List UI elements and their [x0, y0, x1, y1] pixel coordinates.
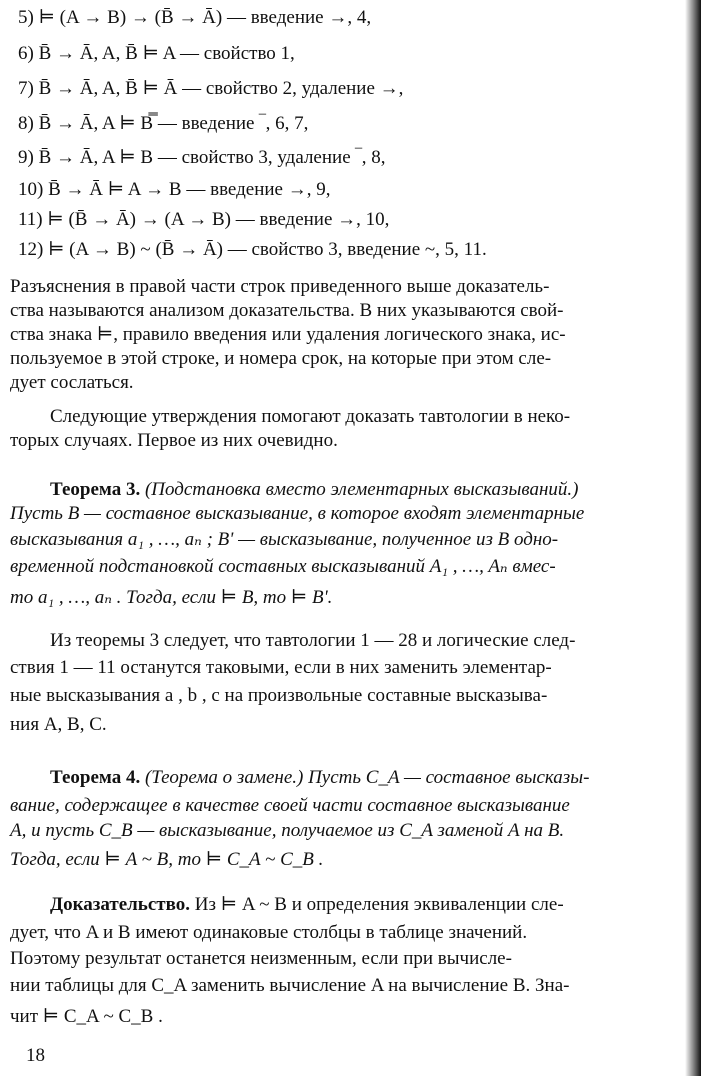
theorem-4-label: Теорема 4.	[50, 767, 141, 788]
proof-line-4: нии таблицы для C_A заменить вычисление A на вычисление B. Зна-	[10, 975, 570, 996]
proof-step-5: 5) ⊨ (A → B) → (B̄ → Ā) — введение →, 4,	[18, 7, 372, 28]
paragraph-2-line-1: Следующие утверждения помогают доказать тавтологии в неко-	[50, 406, 571, 427]
theorem-3-line-2: Пусть B — составное высказывание, в которое входят элементарные	[10, 503, 585, 524]
proof-step-11: 11) ⊨ (B̄ → Ā) → (A → B) — введение →, 10,	[18, 209, 390, 230]
theorem-3-label: Теорема 3.	[50, 479, 141, 500]
paragraph-1-line-1: Разъяснения в правой части строк приведенного выше доказатель-	[10, 276, 550, 297]
theorem-4-line-4: Тогда, если ⊨ A ~ B, то ⊨ C_A ~ C_B .	[10, 849, 324, 870]
proof-step-10: 10) B̄ → Ā ⊨ A → B — введение →, 9,	[18, 179, 331, 200]
proof-step-8: 8) B̄ → Ā, A ⊨ B̿ — введение ‾, 6, 7,	[18, 113, 309, 134]
proof-step-6: 6) B̄ → Ā, A, B̄ ⊨ A — свойство 1,	[18, 43, 295, 64]
theorem-3-line-4: временной подстановкой составных высказываний A₁ , …, Aₙ вмес-	[10, 556, 556, 577]
paragraph-3-line-1: Из теоремы 3 следует, что тавтологии 1 — 28 и логические след-	[50, 630, 576, 651]
proof-line-3: Поэтому результат останется неизменным, если при вычисле-	[10, 948, 512, 969]
paragraph-1-line-3: ства знака ⊨, правило введения или удаления логического знака, ис-	[10, 324, 566, 345]
theorem-4-title: (Теорема о замене.) Пусть C_A — составное высказы-	[144, 767, 590, 788]
proof-label: Доказательство.	[50, 894, 190, 915]
page-edge-shadow	[685, 0, 701, 1076]
proof-step-12: 12) ⊨ (A → B) ~ (B̄ → Ā) — свойство 3, введение ~, 5, 11.	[18, 239, 487, 260]
paragraph-3-line-4: ния A, B, C.	[10, 714, 107, 735]
theorem-4-first-line	[50, 766, 589, 790]
proof-first-line	[50, 893, 564, 917]
paragraph-3-line-3: ные высказывания a , b , c на произвольные составные высказыва-	[10, 685, 548, 706]
proof-line-2: дует, что A и B имеют одинаковые столбцы в таблице значений.	[10, 922, 528, 943]
proof-step-9: 9) B̄ → Ā, A ⊨ B — свойство 3, удаление ‾, 8,	[18, 147, 386, 168]
theorem-3-line-5: то a₁ , …, aₙ . Тогда, если ⊨ B, то ⊨ B'.	[10, 587, 333, 608]
paragraph-2-line-2: торых случаях. Первое из них очевидно.	[10, 430, 338, 451]
theorem-4-line-3: A, и пусть C_B — высказывание, получаемое из C_A заменой A на B.	[10, 820, 565, 841]
paragraph-1-line-2: ства называются анализом доказательства. В них указываются свой-	[10, 300, 564, 321]
paragraph-3-line-2: ствия 1 — 11 останутся таковыми, если в них заменить элементар-	[10, 657, 552, 678]
theorem-3-first-line	[50, 478, 578, 502]
theorem-3-line-3: высказывания a₁ , …, aₙ ; B' — высказывание, полученное из B одно-	[10, 529, 559, 550]
theorem-4-line-2: вание, содержащее в качестве своей части составное высказывание	[10, 795, 570, 816]
paragraph-1-line-5: дует сослаться.	[10, 372, 134, 393]
proof-step-7: 7) B̄ → Ā, A, B̄ ⊨ Ā — свойство 2, удаление →,	[18, 78, 404, 99]
theorem-3-title: (Подстановка вместо элементарных высказываний.)	[144, 479, 579, 500]
page-number: 18	[26, 1045, 45, 1066]
paragraph-1-line-4: пользуемое в этой строке, и номера срок, на которые при этом сле-	[10, 348, 552, 369]
proof-line-5: чит ⊨ C_A ~ C_B .	[10, 1006, 163, 1027]
proof-line-1: Из ⊨ A ~ B и определения эквиваленции сле-	[194, 894, 564, 915]
